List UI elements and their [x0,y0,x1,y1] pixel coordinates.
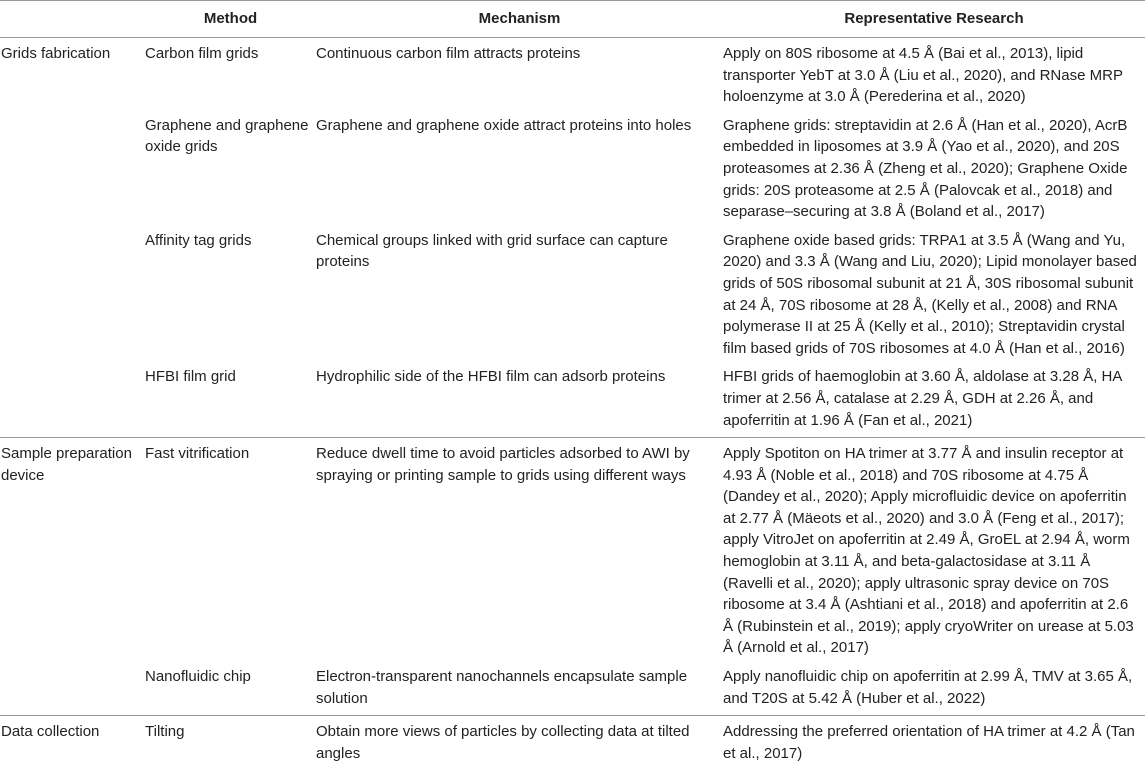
category-cell: Sample preparation device [0,438,145,716]
table-row [0,223,1145,360]
research-cell: Graphene grids: streptavidin at 2.6 Å (Han et al., 2020), AcrB embedded in liposomes at 3.9 Å (Yao et al., 2020), and 20S proteasomes at 2.36 Å (Zheng et al., 2020); Graphene Oxide grids: 20S proteasome at 2.5 Å (Palovcak et al., 2018) and separase–securing at 3.8 Å (Boland et al., 2017) [723,116,1128,221]
table-row [0,38,1145,108]
table-row [0,359,1145,437]
category-cell: Data collection [1,723,100,741]
method-cell: HFBI film grid [145,359,316,437]
mechanism-cell: Graphene and graphene oxide attract proteins into holes [316,116,692,134]
table-row [0,659,1145,716]
research-cell: Apply on 80S ribosome at 4.5 Å (Bai et al., 2013), lipid transporter YebT at 3.0 Å (Liu et al., 2020), and RNase MRP holoenzyme at 3.0 Å (Perederina et al., 2020) [723,45,1123,106]
method-cell: Affinity tag grids [145,231,252,249]
mechanism-cell: Obtain more views of particles by collecting data at tilted angles [316,723,690,762]
table-row [0,108,1145,223]
header-row [0,1,1145,38]
research-cell: Addressing the preferred orientation of HA trimer at 4.2 Å (Tan et al., 2017) [723,723,1135,762]
mechanism-cell: Continuous carbon film attracts proteins [316,45,581,62]
method-cell: Carbon film grids [145,45,259,62]
method-cell: Fast vitrification [145,445,250,463]
research-cell: HFBI grids of haemoglobin at 3.60 Å, aldolase at 3.28 Å, HA trimer at 2.56 Å, catalase at 2.29 Å, GDH at 2.26 Å, and apoferritin at 1.96 Å (Fan et al., 2021) [723,359,1145,437]
mechanism-cell: Electron-transparent nanochannels encapsulate sample solution [316,659,723,716]
mechanism-cell: Hydrophilic side of the HFBI film can adsorb proteins [316,359,723,437]
method-cell: Graphene and graphene oxide grids [145,116,309,156]
research-cell: Apply nanofluidic chip on apoferritin at 2.99 Å, TMV at 3.65 Å, and T20S at 5.42 Å (Huber et al., 2022) [723,659,1145,716]
method-cell: Nanofluidic chip [145,659,316,716]
category-cell: Grids fabrication [0,38,145,438]
table-row [0,438,1145,659]
header-method: Method [145,1,316,38]
header-mechanism: Mechanism [316,1,723,38]
header-category [0,1,145,38]
mechanism-cell: Reduce dwell time to avoid particles adsorbed to AWI by spraying or printing sample to grids using different ways [316,445,690,484]
research-cell: Graphene oxide based grids: TRPA1 at 3.5 Å (Wang and Yu, 2020) and 3.3 Å (Wang and Liu, 2020); Lipid monolayer based grids of 50S ribosomal subunit at 21 Å, 30S ribosomal subunit at 24 Å, 70S ribosome at 28 Å, (Kelly et al., 2008) and RNA polymerase II at 25 Å (Kelly et al., 2010); Streptavidin crystal film based grids of 70S ribosomes at 4.0 Å (Han et al., 2016) [723,231,1137,357]
table-row [0,716,1145,764]
research-cell: Apply Spotiton on HA trimer at 3.77 Å and insulin receptor at 4.93 Å (Noble et al., 2018) and 70S ribosome at 4.75 Å (Dandey et al., 2020); Apply microfluidic device on apoferritin at 2.77 Å (Mäeots et al., 2020) and 3.0 Å (Feng et al., 2017); apply VitroJet on apoferritin at 2.49 Å, GroEL at 2.94 Å, worm hemoglobin at 3.11 Å, and beta-galactosidase at 3.11 Å (Ravelli et al., 2020); apply ultrasonic spray device on 70S ribosome at 3.4 Å (Ashtiani et al., 2018) and apoferritin at 2.6 Å (Rubinstein et al., 2019); apply cryoWriter on urease at 5.03 Å (Arnold et al., 2017) [723,445,1134,657]
mechanism-cell: Chemical groups linked with grid surface can capture proteins [316,231,668,271]
header-research: Representative Research [723,1,1145,38]
method-cell: Tilting [145,723,185,741]
